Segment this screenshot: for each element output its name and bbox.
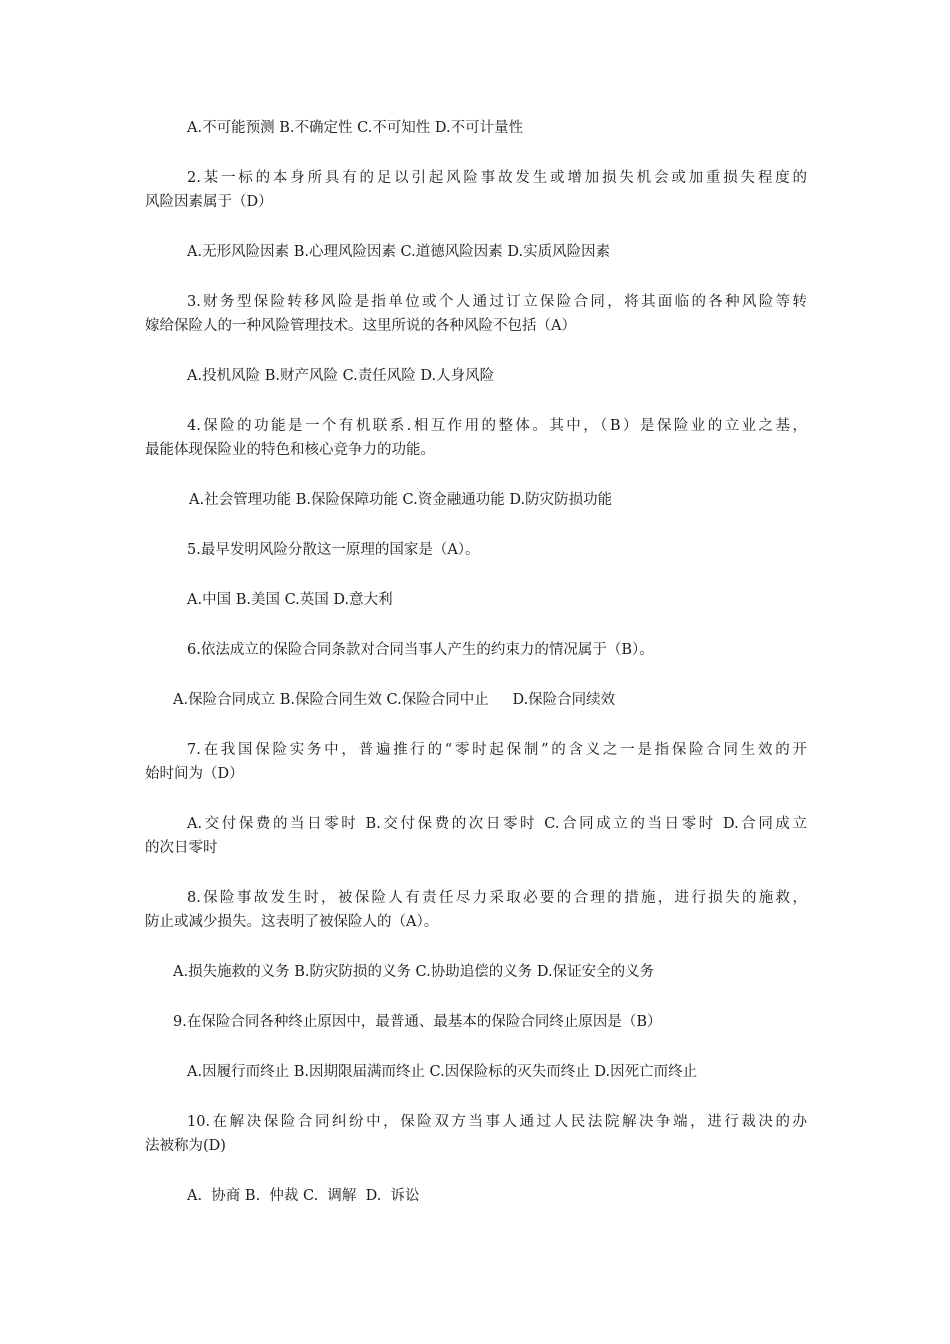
- q3-options: A.投机风险 B.财产风险 C.责任风险 D.人身风险: [187, 368, 495, 384]
- q6-question: 6.依法成立的保险合同条款对合同当事人产生的约束力的情况属于（B）。: [187, 642, 654, 658]
- q4-options: A.社会管理功能 B.保险保障功能 C.资金融通功能 D.防灾防损功能: [189, 492, 613, 508]
- q10-question-line1: 10.在解决保险合同纠纷中，保险双方当事人通过人民法院解决争端，进行裁决的办: [187, 1114, 807, 1130]
- q1-options: A.不可能预测 B.不确定性 C.不可知性 D.不可计量性: [187, 120, 524, 136]
- q8-options: A.损失施救的义务 B.防灾防损的义务 C.协助追偿的义务 D.保证安全的义务: [173, 964, 655, 980]
- q4-question-line2: 最能体现保险业的特色和核心竞争力的功能。: [145, 442, 435, 458]
- q10-options: A. 协商 B. 仲裁 C. 调解 D. 诉讼: [187, 1188, 420, 1204]
- q7-question-line1: 7.在我国保险实务中，普遍推行的“零时起保制”的含义之一是指保险合同生效的开: [187, 742, 807, 758]
- q4-question-line1: 4.保险的功能是一个有机联系.相互作用的整体。其中，（B）是保险业的立业之基，: [187, 418, 807, 434]
- q3-question-line2: 嫁给保险人的一种风险管理技术。这里所说的各种风险不包括（A）: [145, 318, 576, 334]
- q8-question-line1: 8.保险事故发生时，被保险人有责任尽力采取必要的合理的措施，进行损失的施救，: [187, 890, 807, 906]
- q2-options: A.无形风险因素 B.心理风险因素 C.道德风险因素 D.实质风险因素: [187, 244, 611, 260]
- q2-question-line2: 风险因素属于（D）: [145, 194, 273, 210]
- q9-question: 9.在保险合同各种终止原因中，最普通、最基本的保险合同终止原因是（B）: [173, 1014, 662, 1030]
- q6-options: A.保险合同成立 B.保险合同生效 C.保险合同中止 D.保险合同续效: [173, 692, 616, 708]
- q3-question-line1: 3.财务型保险转移风险是指单位或个人通过订立保险合同，将其面临的各种风险等转: [187, 294, 807, 310]
- q8-question-line2: 防止或减少损失。这表明了被保险人的（A）。: [145, 914, 439, 930]
- q7-options-line1: A.交付保费的当日零时 B.交付保费的次日零时 C.合同成立的当日零时 D.合同成立: [187, 816, 807, 832]
- q7-question-line2: 始时间为（D）: [145, 766, 244, 782]
- q9-options: A.因履行而终止 B.因期限届满而终止 C.因保险标的灭失而终止 D.因死亡而终止: [187, 1064, 698, 1080]
- q7-options-line2: 的次日零时: [145, 840, 218, 856]
- q10-question-line2: 法被称为(D): [145, 1138, 226, 1154]
- q5-options: A.中国 B.美国 C.英国 D.意大利: [187, 592, 393, 608]
- q2-question-line1: 2.某一标的本身所具有的足以引起风险事故发生或增加损失机会或加重损失程度的: [187, 170, 807, 186]
- q5-question: 5.最早发明风险分散这一原理的国家是（A）。: [187, 542, 480, 558]
